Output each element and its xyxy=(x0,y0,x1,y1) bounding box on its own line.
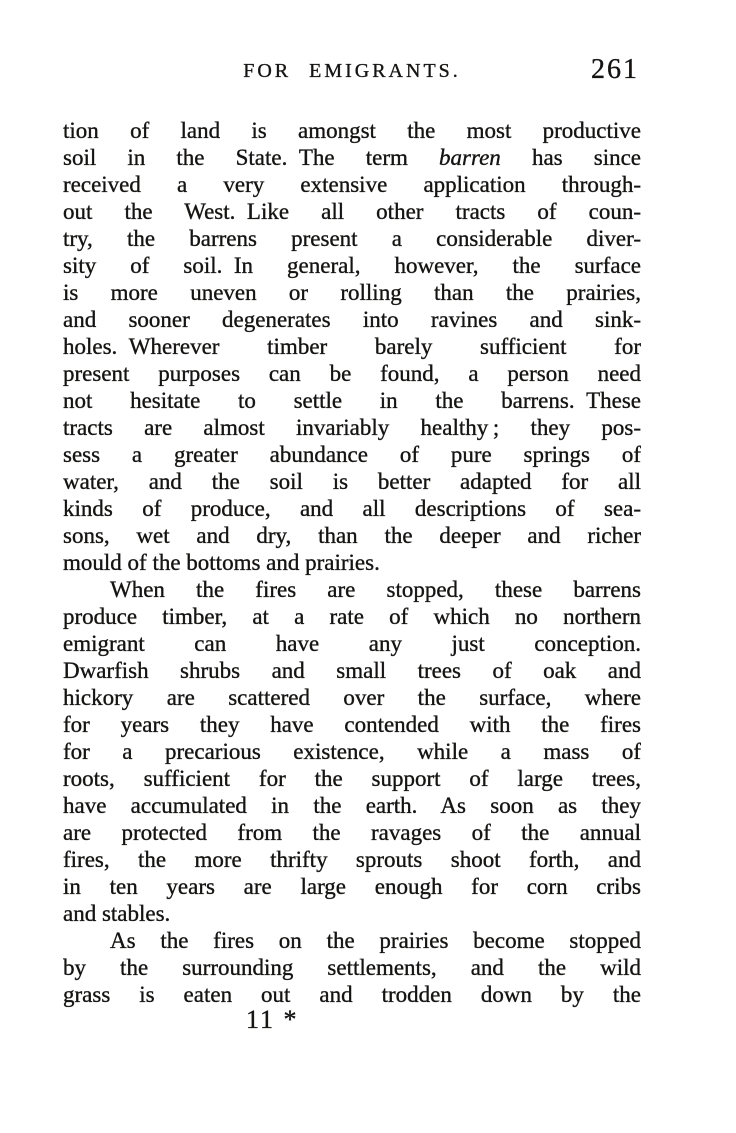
text-line xyxy=(63,414,641,441)
text-segment: is more uneven or rolling than the prairies, xyxy=(63,280,641,305)
text-segment: emigrant can have any just conception. xyxy=(63,631,641,656)
text-segment: fires, the more thrifty sprouts shoot forth, and xyxy=(63,847,641,872)
text-segment: present purposes can be found, a person need xyxy=(63,361,641,386)
text-line xyxy=(63,792,641,819)
text-line xyxy=(63,360,641,387)
text-line xyxy=(63,657,641,684)
text-segment: sess a greater abundance of pure springs of xyxy=(63,442,641,467)
text-line xyxy=(63,549,641,576)
text-line xyxy=(63,684,641,711)
text-segment: Dwarfish shrubs and small trees of oak and xyxy=(63,658,641,683)
text-line xyxy=(63,333,641,360)
text-segment: mould of the bottoms and prairies. xyxy=(63,550,380,575)
text-segment: for years they have contended with the fires xyxy=(63,712,641,737)
text-segment: roots, sufficient for the support of large trees, xyxy=(63,766,641,791)
text-line xyxy=(63,495,641,522)
text-line xyxy=(63,144,641,171)
text-line xyxy=(63,603,641,630)
text-segment: As the fires on the prairies become stopped xyxy=(110,928,641,953)
text-segment: have accumulated in the earth. As soon as they xyxy=(63,793,641,818)
text-line xyxy=(63,981,641,1008)
text-segment: grass is eaten out and trodden down by the xyxy=(63,982,641,1007)
text-line xyxy=(63,846,641,873)
text-segment: try, the barrens present a considerable diver- xyxy=(63,226,641,251)
text-segment: not hesitate to settle in the barrens. These xyxy=(63,388,641,413)
text-line xyxy=(63,819,641,846)
text-line xyxy=(63,387,641,414)
text-line xyxy=(63,576,641,603)
text-line xyxy=(63,468,641,495)
text-line xyxy=(63,765,641,792)
text-line xyxy=(63,738,641,765)
text-segment: out the West. Like all other tracts of coun- xyxy=(63,199,641,224)
text-line xyxy=(63,522,641,549)
text-segment: for a precarious existence, while a mass of xyxy=(63,739,641,764)
text-line xyxy=(63,873,641,900)
text-segment: tion of land is amongst the most productive xyxy=(63,118,641,143)
text-segment: are protected from the ravages of the annual xyxy=(63,820,641,845)
text-line xyxy=(63,117,641,144)
text-segment: When the fires are stopped, these barrens xyxy=(110,577,641,602)
text-line xyxy=(63,279,641,306)
text-segment: soil in the State. The term xyxy=(63,145,440,170)
page-body xyxy=(63,117,641,1008)
text-segment: in ten years are large enough for corn cribs xyxy=(63,874,641,899)
text-segment: produce timber, at a rate of which no northern xyxy=(63,604,641,629)
text-segment: by the surrounding settlements, and the wild xyxy=(63,955,641,980)
text-line xyxy=(63,198,641,225)
text-segment: holes. Wherever timber barely sufficient for xyxy=(63,334,641,359)
text-line xyxy=(63,711,641,738)
text-line xyxy=(63,630,641,657)
text-segment: sons, wet and dry, than the deeper and richer xyxy=(63,523,641,548)
italic-term: barren xyxy=(439,145,501,170)
text-line xyxy=(63,927,641,954)
text-line xyxy=(63,306,641,333)
running-title: FOR EMIGRANTS. xyxy=(243,60,461,82)
text-segment: sity of soil. In general, however, the surface xyxy=(63,253,641,278)
text-line xyxy=(63,225,641,252)
text-segment: water, and the soil is better adapted for all xyxy=(63,469,641,494)
text-segment: received a very extensive application through- xyxy=(63,172,641,197)
text-segment: hickory are scattered over the surface, where xyxy=(63,685,641,710)
page-header xyxy=(63,54,641,88)
text-line xyxy=(63,171,641,198)
text-segment: tracts are almost invariably healthy ; they pos- xyxy=(63,415,641,440)
text-line xyxy=(63,441,641,468)
signature-mark: 11 * xyxy=(246,1005,299,1034)
text-line xyxy=(63,252,641,279)
page-number: 261 xyxy=(591,54,639,85)
text-line xyxy=(63,954,641,981)
text-segment: kinds of produce, and all descriptions of sea- xyxy=(63,496,641,521)
text-segment: and stables. xyxy=(63,901,171,926)
text-line xyxy=(63,900,641,927)
text-segment: and sooner degenerates into ravines and sink- xyxy=(63,307,641,332)
text-segment: has since xyxy=(500,145,641,170)
